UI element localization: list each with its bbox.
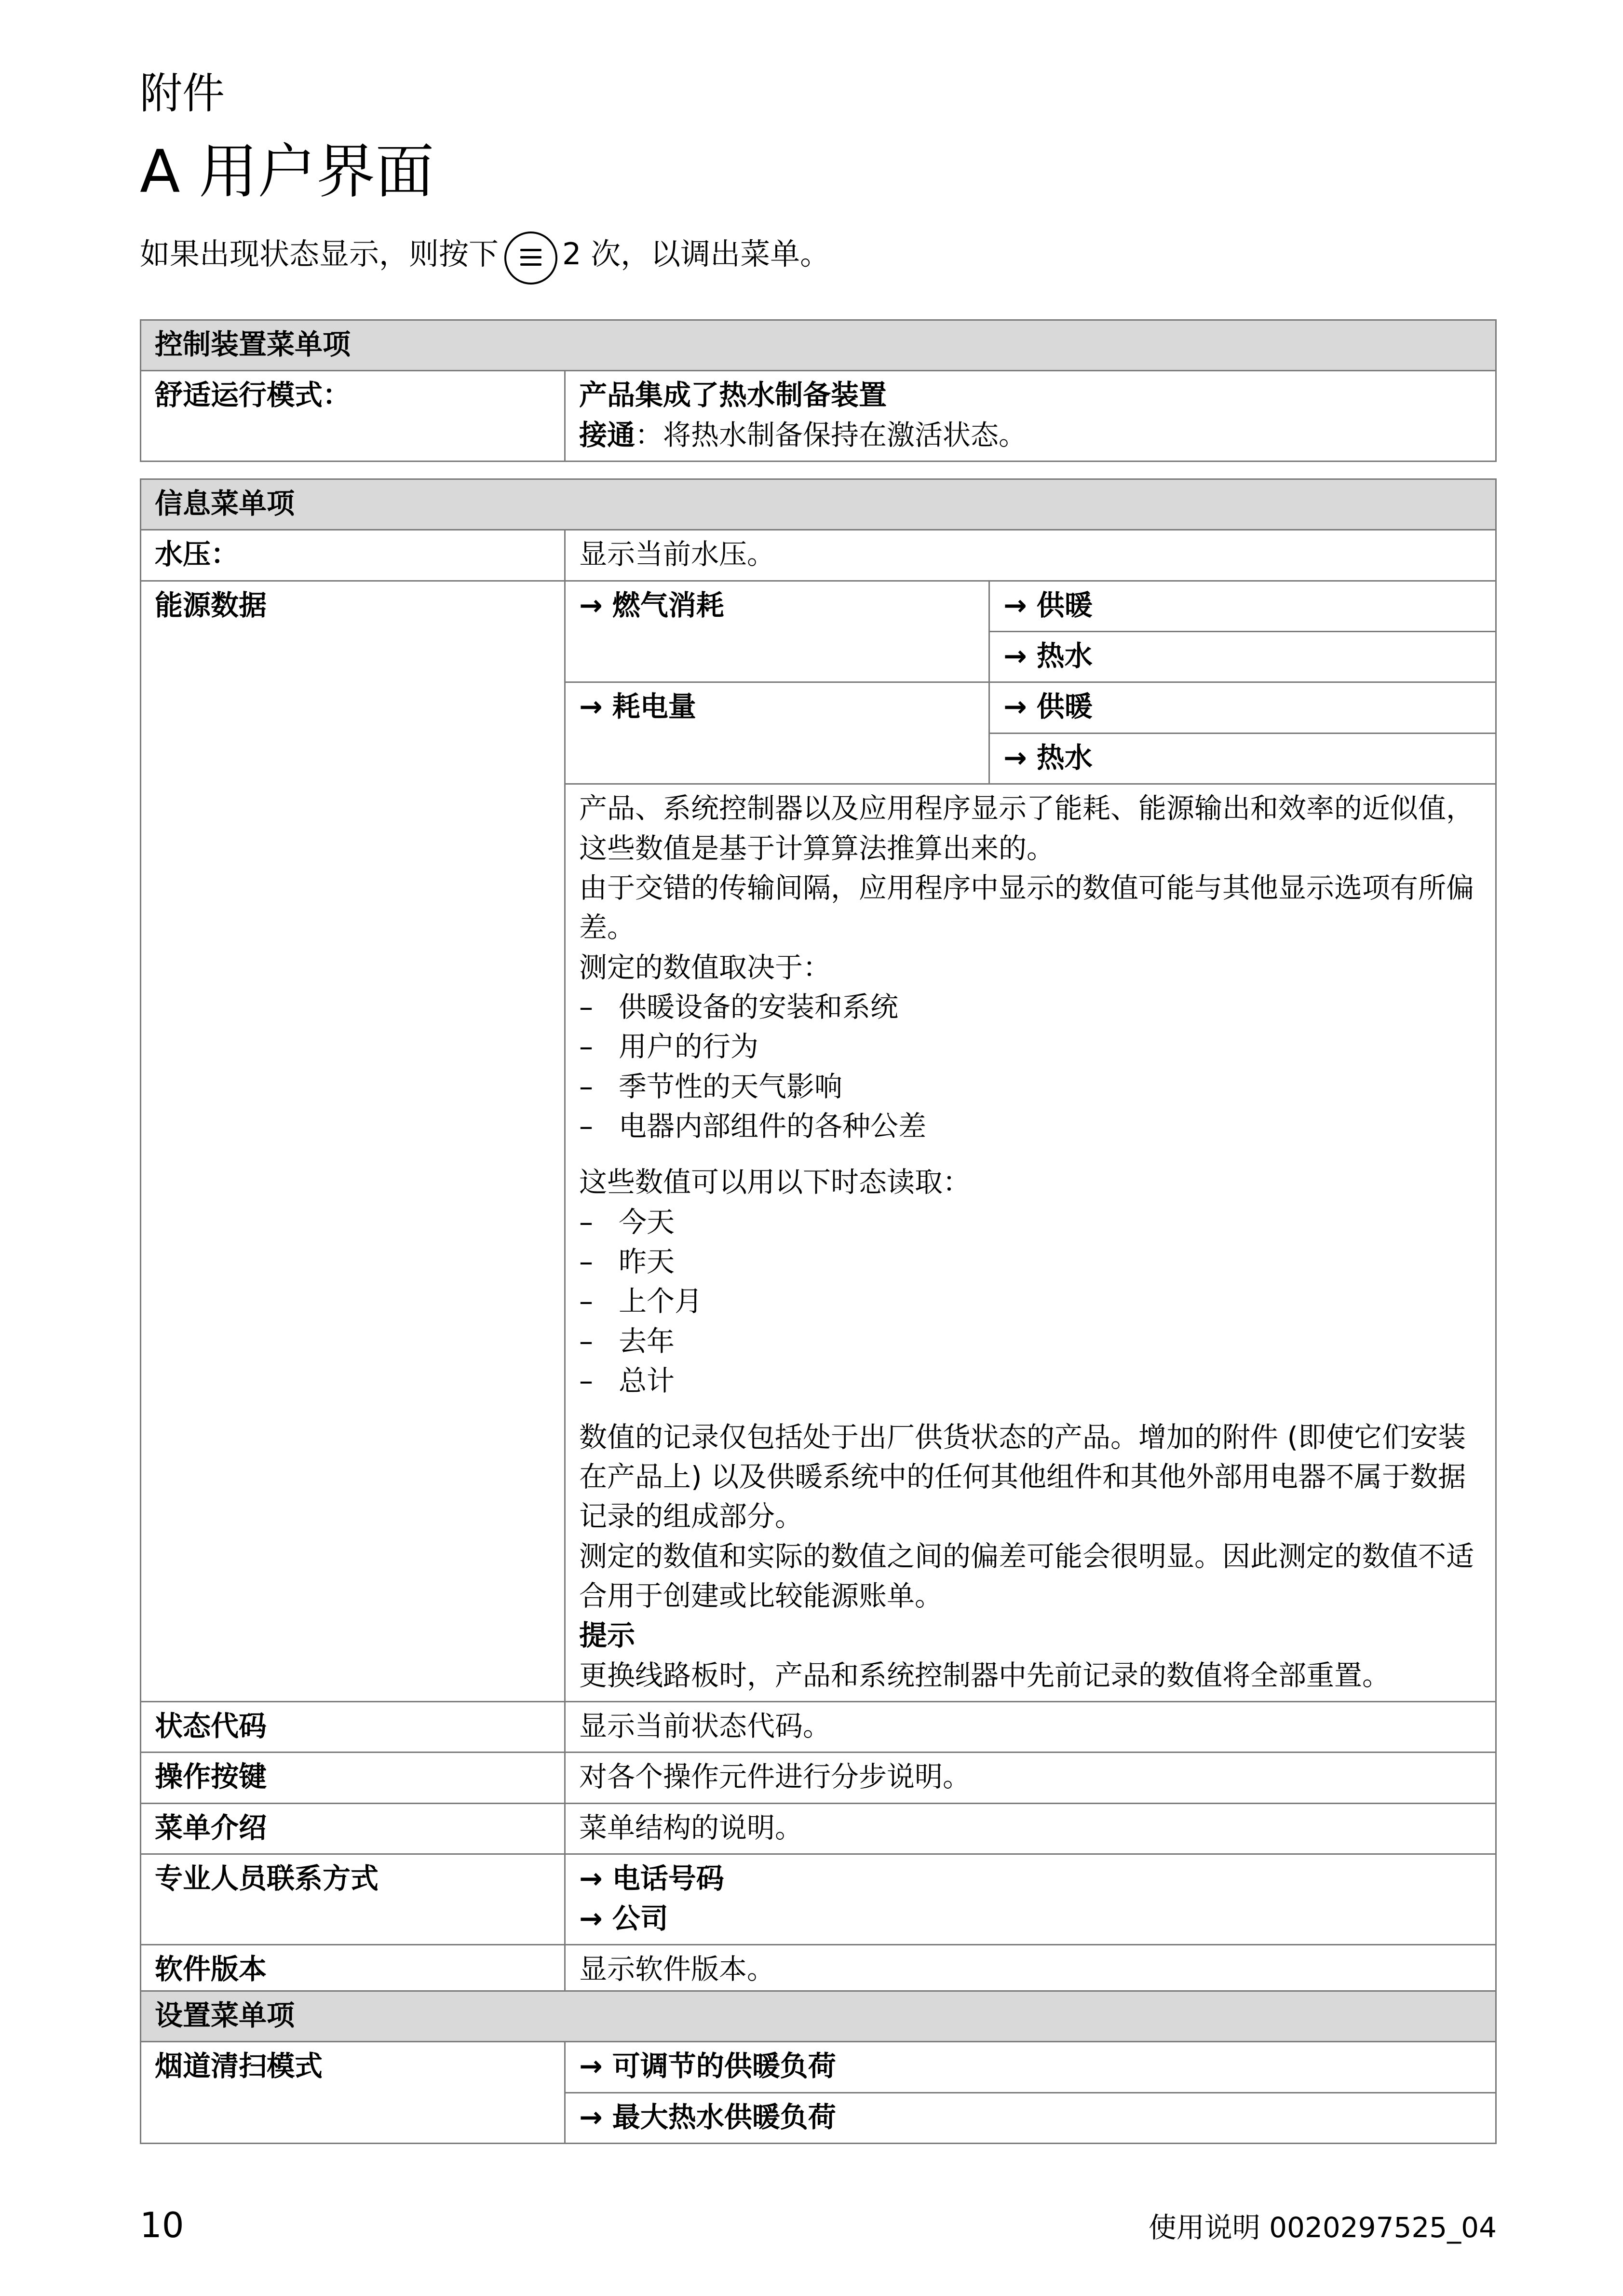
list-item: – 今天 [579, 1202, 1482, 1242]
energy-para5: 数值的记录仅包括处于出厂供货状态的产品。增加的附件 (即使它们安装在产品上) 以及供暖系统中的任何其他组件和其他外部用电器不属于数据记录的组成部分。 [579, 1420, 1466, 1533]
gas-consumption-label: → 燃气消耗 [565, 581, 989, 682]
menu-intro-label: 菜单介绍 [141, 1803, 565, 1854]
info-menu-table [140, 478, 1497, 1996]
list-item: – 昨天 [579, 1242, 1482, 1281]
list-item: – 用户的行为 [579, 1027, 1482, 1066]
comfort-mode-on: 接通 [579, 418, 636, 451]
contact-company: → 公司 [579, 1902, 668, 1935]
list-item: – 去年 [579, 1321, 1482, 1361]
control-menu-title: 控制装置菜单项 [141, 320, 1496, 371]
adjustable-heating-load: → 可调节的供暖负荷 [565, 2042, 1496, 2092]
comfort-mode-line1: 产品集成了热水制备装置 [579, 379, 887, 412]
status-code-desc: 显示当前状态代码。 [565, 1702, 1496, 1753]
flue-cleaning-label: 烟道清扫模式 [141, 2042, 565, 2144]
menu-intro-desc: 菜单结构的说明。 [565, 1803, 1496, 1854]
period-list [579, 1202, 1482, 1401]
power-hot-water: → 热水 [989, 733, 1496, 784]
table-row [141, 581, 1496, 631]
energy-para4: 这些数值可以用以下时态读取： [579, 1166, 971, 1199]
control-menu-table [140, 319, 1497, 462]
comfort-mode-desc [565, 371, 1496, 462]
comfort-mode-line2 [579, 415, 1482, 455]
contact-label: 专业人员联系方式 [141, 1854, 565, 1945]
list-item: – 电器内部组件的各种公差 [579, 1106, 1482, 1146]
operating-keys-desc: 对各个操作元件进行分步说明。 [565, 1753, 1496, 1803]
info-menu-title: 信息菜单项 [141, 479, 1496, 530]
energy-para2: 由于交错的传输间隔，应用程序中显示的数值可能与其他显示选项有所偏差。 [579, 871, 1474, 944]
intro-sentence [140, 231, 830, 285]
settings-menu-table [140, 1990, 1497, 2144]
settings-menu-title: 设置菜单项 [141, 1991, 1496, 2042]
software-version-label: 软件版本 [141, 1944, 565, 1995]
energy-para3: 测定的数值取决于： [579, 951, 831, 984]
list-item: – 总计 [579, 1361, 1482, 1400]
comfort-mode-label: 舒适运行模式： [141, 371, 565, 462]
comfort-mode-on-desc: ：将热水制备保持在激活状态。 [635, 418, 1027, 451]
menu-icon [504, 231, 557, 285]
section-label: 附件 [140, 68, 225, 118]
gas-hot-water: → 热水 [989, 632, 1496, 682]
list-item: – 供暖设备的安装和系统 [579, 987, 1482, 1027]
power-consumption-label: → 耗电量 [565, 682, 989, 784]
table-row [141, 2042, 1496, 2092]
table-row [141, 530, 1496, 581]
table-row [141, 1944, 1496, 1995]
intro-text-after: 2 次，以调出菜单。 [562, 236, 830, 272]
page-number: 10 [140, 2205, 184, 2245]
gas-heating: → 供暖 [989, 581, 1496, 631]
list-item: – 季节性的天气影响 [579, 1067, 1482, 1106]
table-row [141, 1854, 1496, 1945]
list-item: – 上个月 [579, 1281, 1482, 1321]
power-heating: → 供暖 [989, 682, 1496, 733]
contact-desc [565, 1854, 1496, 1945]
energy-description [565, 784, 1496, 1702]
table-row [141, 1753, 1496, 1803]
note-text: 更换线路板时，产品和系统控制器中先前记录的数值将全部重置。 [579, 1658, 1391, 1692]
energy-data-label: 能源数据 [141, 581, 565, 1701]
table-row [141, 1803, 1496, 1854]
operating-keys-label: 操作按键 [141, 1753, 565, 1803]
software-version-desc: 显示软件版本。 [565, 1944, 1496, 1995]
document-reference: 使用说明 0020297525_04 [1148, 2211, 1497, 2244]
table-row [141, 371, 1496, 462]
intro-text-before: 如果出现状态显示，则按下 [140, 236, 499, 272]
table-row [141, 1702, 1496, 1753]
energy-para1: 产品、系统控制器以及应用程序显示了能耗、能源输出和效率的近似值，这些数值是基于计算算法推算出来的。 [579, 792, 1474, 865]
water-pressure-label: 水压： [141, 530, 565, 581]
note-title: 提示 [579, 1619, 636, 1652]
max-hot-water-load: → 最大热水供暖负荷 [565, 2092, 1496, 2143]
status-code-label: 状态代码 [141, 1702, 565, 1753]
water-pressure-desc: 显示当前水压。 [565, 530, 1496, 581]
energy-para6: 测定的数值和实际的数值之间的偏差可能会很明显。因此测定的数值不适合用于创建或比较能源账单。 [579, 1539, 1474, 1612]
chapter-title: A 用户界面 [140, 137, 434, 206]
factor-list [579, 987, 1482, 1146]
contact-phone: → 电话号码 [579, 1862, 724, 1895]
